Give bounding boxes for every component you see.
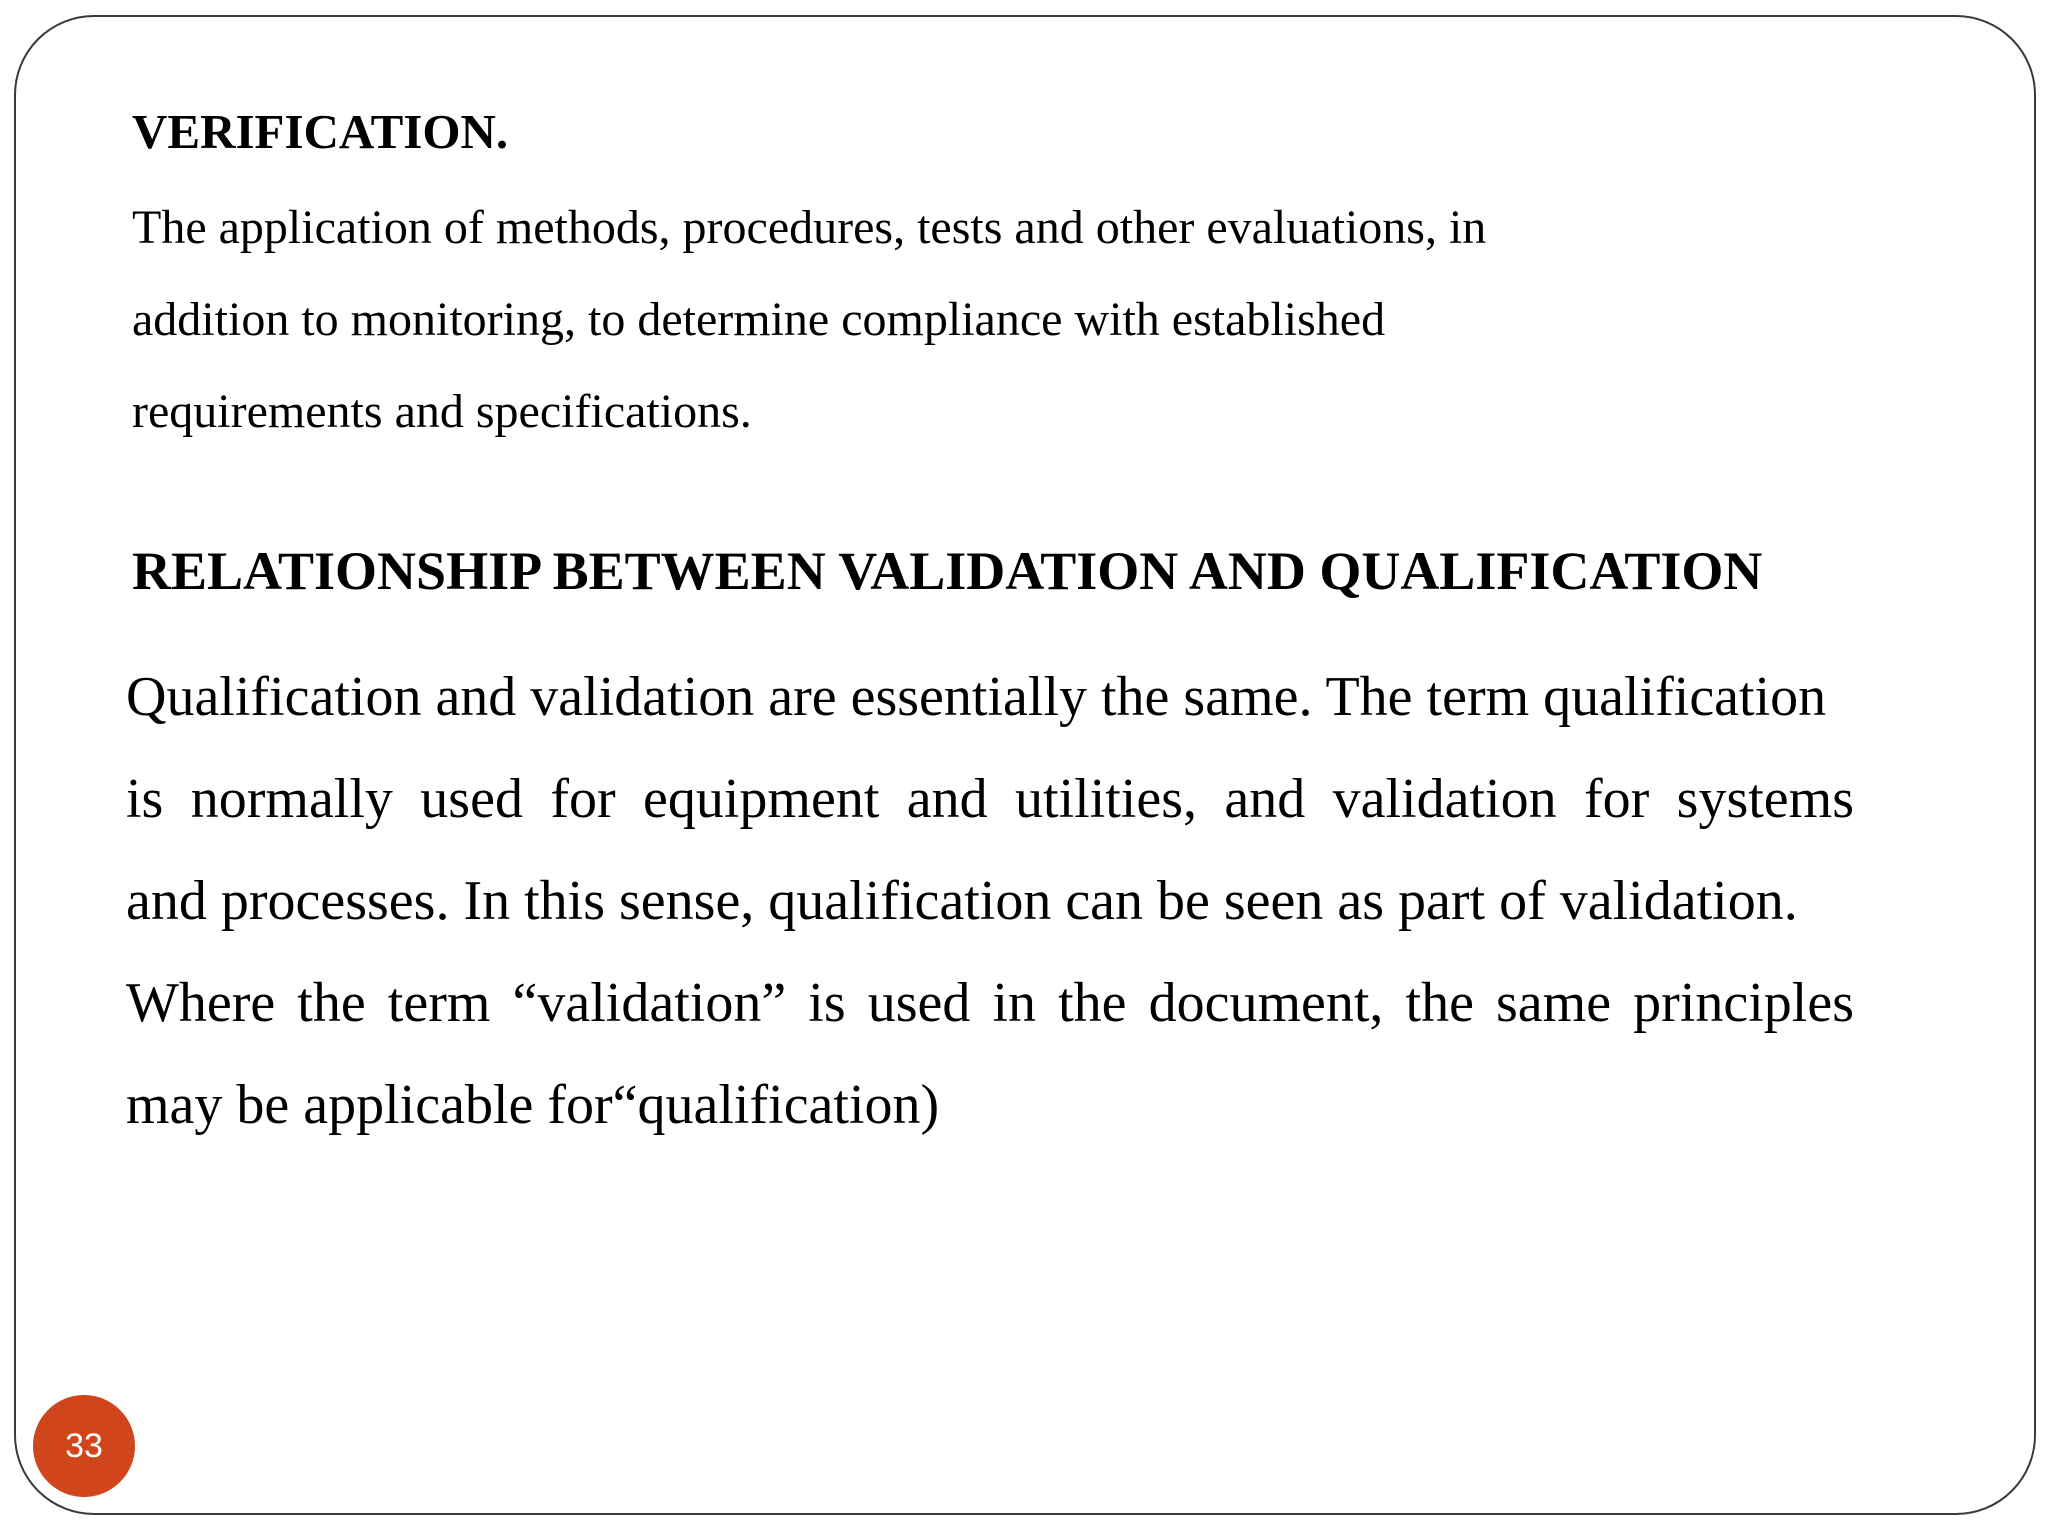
verification-line: addition to monitoring, to determine compliance with established [132, 293, 1386, 346]
verification-heading: VERIFICATION. [132, 104, 509, 159]
relationship-heading: RELATIONSHIP BETWEEN VALIDATION AND QUALIFICATION [132, 541, 1763, 601]
page-number-badge [33, 1395, 135, 1497]
relationship-line: may be applicable for“qualification) [126, 1074, 940, 1136]
relationship-line: Qualification and validation are essentially the same. The term qualification [126, 666, 1827, 728]
verification-line: requirements and specifications. [132, 385, 752, 438]
verification-line: The application of methods, procedures, tests and other evaluations, in [132, 201, 1487, 254]
relationship-line: Where the term “validation” is used in the document, the same principles [126, 972, 1854, 1034]
relationship-line: is normally used for equipment and utilities, and validation for systems [126, 768, 1854, 830]
page-number: 33 [65, 1427, 103, 1465]
relationship-line: and processes. In this sense, qualification can be seen as part of validation. [126, 870, 1798, 932]
